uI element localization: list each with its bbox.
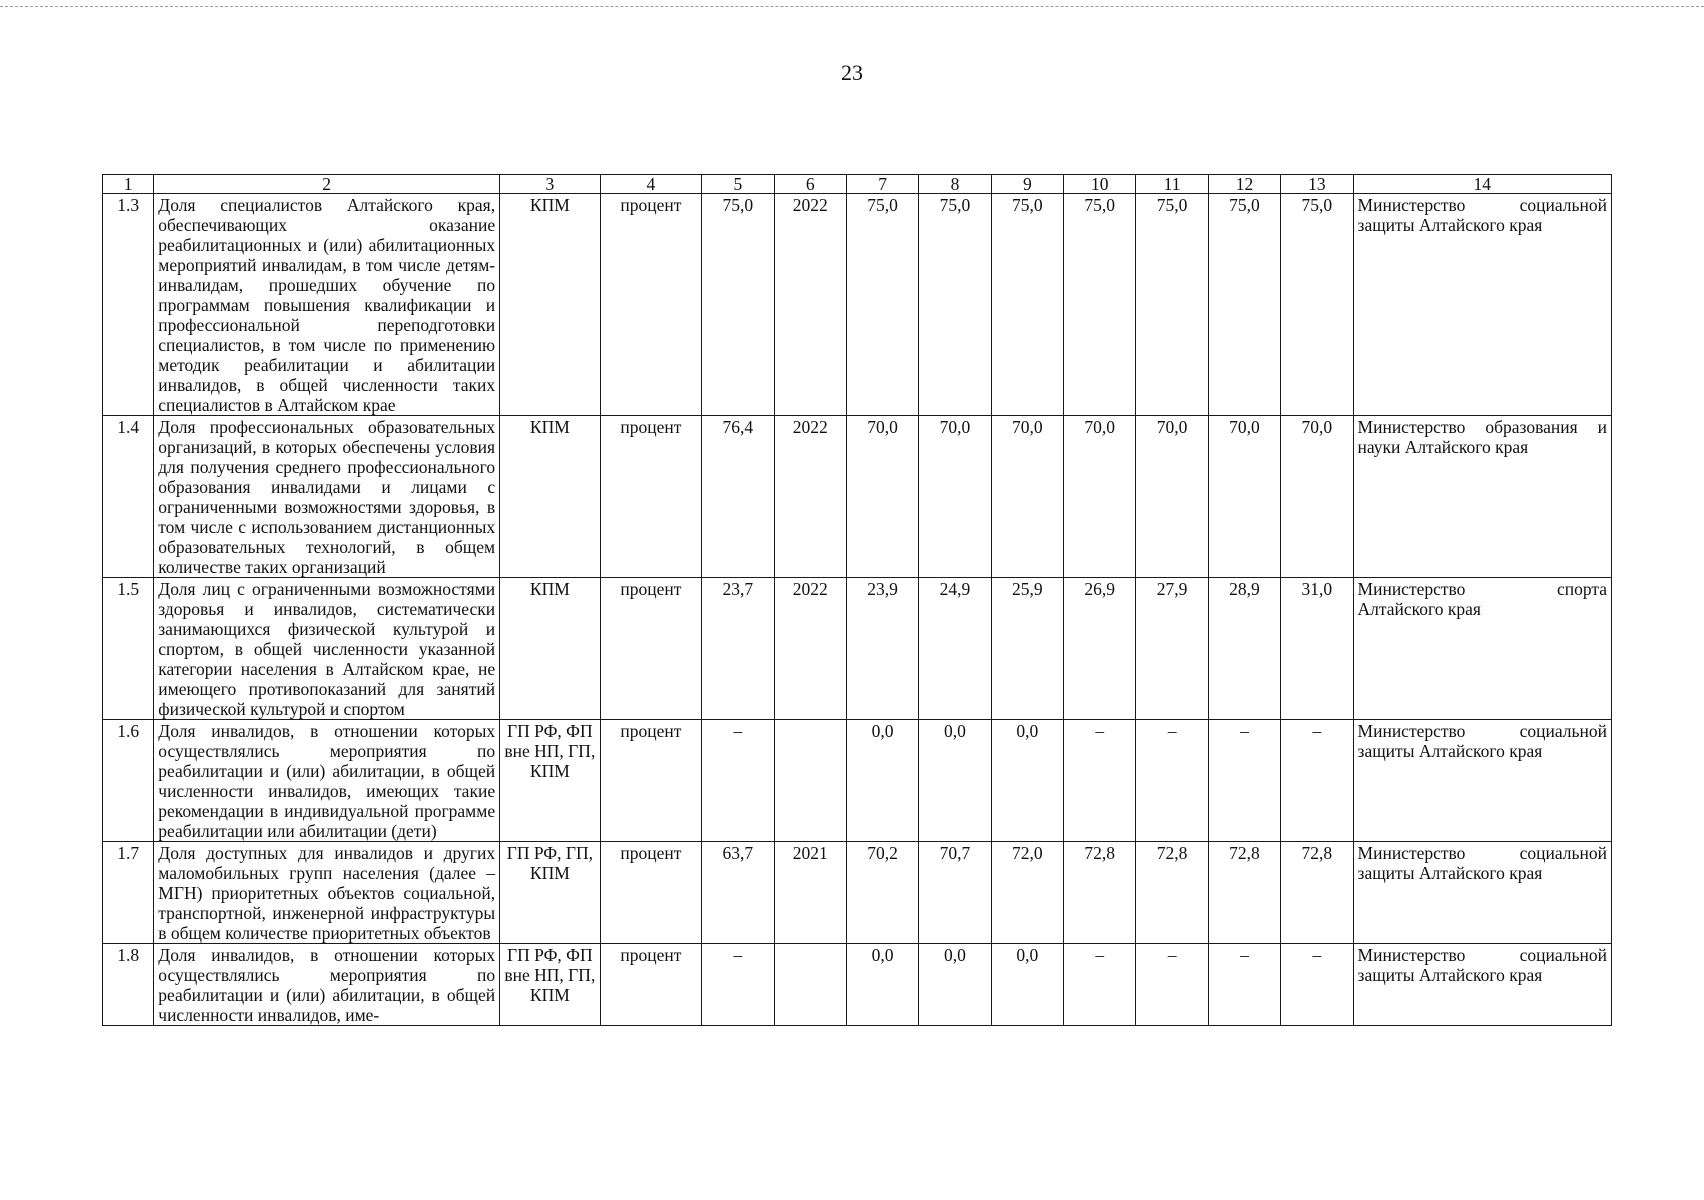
header-row [103,175,1612,194]
value-cell: 75,0 [991,194,1063,416]
value-cell: 72,8 [1281,842,1353,944]
value-cell: 24,9 [919,578,991,720]
base-year-cell [774,720,846,842]
indicator-name: Доля инвалидов, в отношении которых осуществлялись мероприятия по реабилитации и (или) абилитации, в общей численности инвалидов, име- [154,944,500,1026]
table-row [103,578,1612,720]
value-cell: – [1136,944,1208,1026]
value-cell: 26,9 [1064,578,1136,720]
value-cell: – [1281,944,1353,1026]
table-row [103,842,1612,944]
value-cell: – [1208,720,1280,842]
column-header: 13 [1281,175,1353,194]
column-header: 3 [500,175,601,194]
column-header: 9 [991,175,1063,194]
column-header: 7 [846,175,918,194]
unit-cell: процент [600,720,702,842]
value-cell: 70,0 [919,416,991,578]
base-year-cell: 2022 [774,416,846,578]
row-number: 1.7 [103,842,154,944]
value-cell: 25,9 [991,578,1063,720]
value-cell: 75,0 [1136,194,1208,416]
base-value-cell: 75,0 [702,194,774,416]
base-value-cell: – [702,944,774,1026]
value-cell: 70,0 [1281,416,1353,578]
value-cell: 70,2 [846,842,918,944]
table-row [103,416,1612,578]
column-header: 2 [154,175,500,194]
value-cell: 23,9 [846,578,918,720]
indicator-name: Доля профессиональных образовательных организаций, в которых обеспечены условия для получения среднего профессионального образования инвалидами и лицами с ограниченными возможностями здоровья, в том числе с использованием дистанционных образовательных технологий, в общем количестве таких организаций [154,416,500,578]
column-header: 14 [1353,175,1611,194]
indicator-name: Доля инвалидов, в отношении которых осуществлялись мероприятия по реабилитации и (или) абилитации, в общей численности инвалидов, имеющих такие рекомендации в индивидуальной программе реабилитации или абилитации (дети) [154,720,500,842]
column-header: 4 [600,175,702,194]
source-cell: ГП РФ, ГП, КПМ [500,842,601,944]
unit-cell: процент [600,194,702,416]
base-value-cell: 76,4 [702,416,774,578]
responsible-cell: Министерство социальной защиты Алтайского края [1353,720,1611,842]
value-cell: 72,8 [1208,842,1280,944]
source-cell: КПМ [500,416,601,578]
row-number: 1.3 [103,194,154,416]
value-cell: – [1064,944,1136,1026]
table-row [103,194,1612,416]
table-row [103,720,1612,842]
value-cell: 75,0 [1064,194,1136,416]
unit-cell: процент [600,578,702,720]
base-year-cell: 2022 [774,194,846,416]
column-header: 6 [774,175,846,194]
value-cell: 27,9 [1136,578,1208,720]
indicator-name: Доля доступных для инвалидов и других маломобильных групп населения (далее – МГН) приоритетных объектов социальной, транспортной, инженерной инфраструктуры в общем количестве приоритетных объектов [154,842,500,944]
row-number: 1.4 [103,416,154,578]
value-cell: 75,0 [919,194,991,416]
value-cell: 0,0 [991,944,1063,1026]
value-cell: 75,0 [1281,194,1353,416]
base-year-cell [774,944,846,1026]
responsible-cell: Министерство социальной защиты Алтайского края [1353,944,1611,1026]
column-header: 11 [1136,175,1208,194]
value-cell: 75,0 [1208,194,1280,416]
unit-cell: процент [600,842,702,944]
value-cell: 72,8 [1064,842,1136,944]
value-cell: 70,0 [1064,416,1136,578]
value-cell: 70,0 [1208,416,1280,578]
value-cell: 72,8 [1136,842,1208,944]
responsible-cell: Министерство образования и науки Алтайского края [1353,416,1611,578]
unit-cell: процент [600,944,702,1026]
value-cell: 0,0 [846,944,918,1026]
value-cell: 0,0 [991,720,1063,842]
value-cell: 0,0 [919,944,991,1026]
page-number: 23 [841,60,863,85]
value-cell: 70,0 [846,416,918,578]
source-cell: ГП РФ, ФП вне НП, ГП, КПМ [500,944,601,1026]
base-year-cell: 2021 [774,842,846,944]
value-cell: 31,0 [1281,578,1353,720]
value-cell: – [1136,720,1208,842]
base-value-cell: 23,7 [702,578,774,720]
value-cell: 70,0 [991,416,1063,578]
unit-cell: процент [600,416,702,578]
row-number: 1.5 [103,578,154,720]
base-value-cell: 63,7 [702,842,774,944]
base-year-cell: 2022 [774,578,846,720]
row-number: 1.6 [103,720,154,842]
value-cell: 72,0 [991,842,1063,944]
responsible-cell: Министерство социальной защиты Алтайского края [1353,194,1611,416]
row-number: 1.8 [103,944,154,1026]
column-header: 5 [702,175,774,194]
column-header: 10 [1064,175,1136,194]
source-cell: КПМ [500,578,601,720]
responsible-cell: Министерство спорта Алтайского края [1353,578,1611,720]
indicator-name: Доля лиц с ограниченными возможностями здоровья и инвалидов, систематически занимающихся физической культурой и спортом, в общей численности указанной категории населения в Алтайском крае, не имеющего противопоказаний для занятий физической культурой и спортом [154,578,500,720]
value-cell: 0,0 [919,720,991,842]
value-cell: – [1208,944,1280,1026]
source-cell: КПМ [500,194,601,416]
value-cell: 70,7 [919,842,991,944]
value-cell: 0,0 [846,720,918,842]
indicators-table [102,174,1612,1026]
indicator-name: Доля специалистов Алтайского края, обеспечивающих оказание реабилитационных и (или) абилитационных мероприятий инвалидам, в том числе детям-инвалидам, прошедших обучение по программам повышения квалификации и профессиональной переподготовки специалистов, в том числе по применению методик реабилитации и абилитации инвалидов, в общей численности таких специалистов в Алтайском крае [154,194,500,416]
table-row [103,944,1612,1026]
value-cell: 28,9 [1208,578,1280,720]
value-cell: – [1064,720,1136,842]
column-header: 8 [919,175,991,194]
base-value-cell: – [702,720,774,842]
value-cell: 70,0 [1136,416,1208,578]
value-cell: – [1281,720,1353,842]
responsible-cell: Министерство социальной защиты Алтайского края [1353,842,1611,944]
source-cell: ГП РФ, ФП вне НП, ГП, КПМ [500,720,601,842]
value-cell: 75,0 [846,194,918,416]
column-header: 12 [1208,175,1280,194]
column-header: 1 [103,175,154,194]
scan-edge-line [0,6,1704,7]
